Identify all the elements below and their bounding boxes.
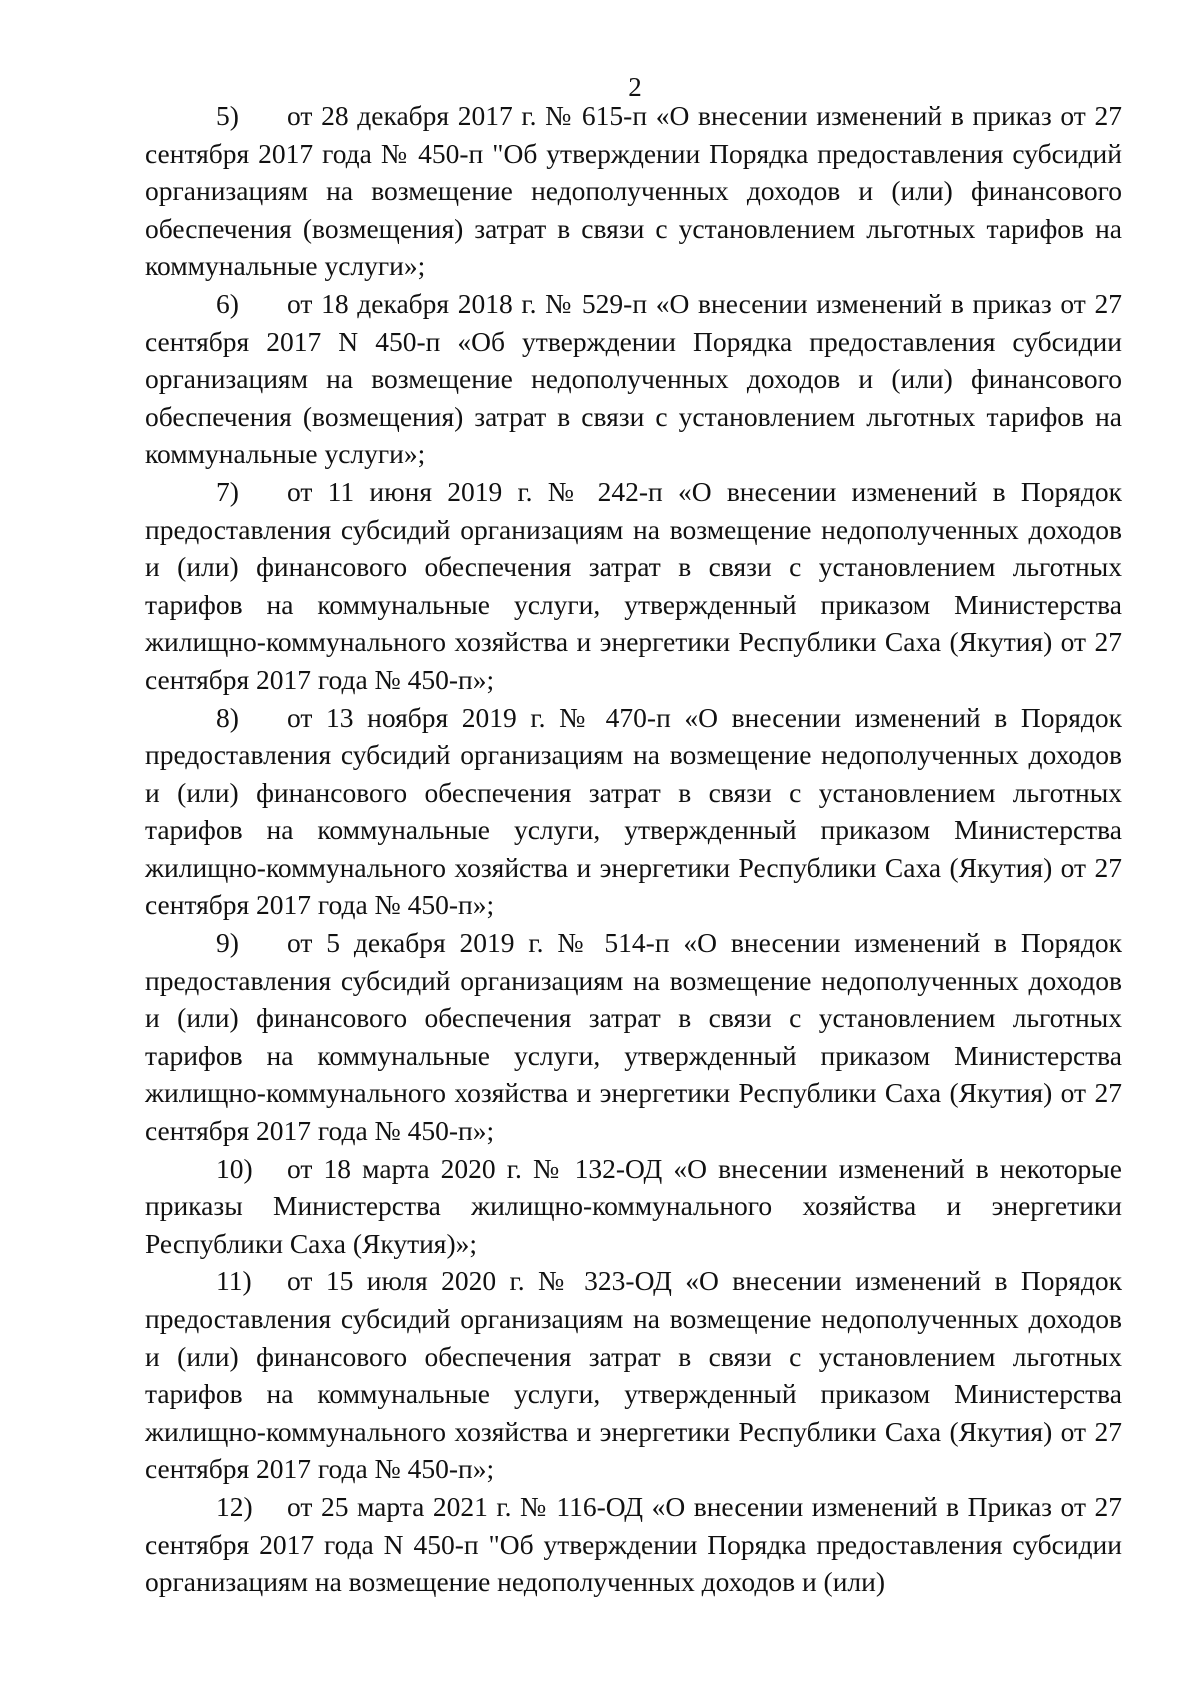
list-item — [145, 1150, 1122, 1263]
list-item — [145, 97, 1122, 285]
list-item-number: 6) — [216, 287, 239, 319]
list-item — [145, 699, 1122, 925]
list-item-text: от 18 декабря 2018 г. № 529-п «О внесении изменений в приказ от 27 сентября 2017 N 450-п «Об утверждении Порядка предоставления субсидии организациям на возмещение недополученных доходов и (или) финансового обеспечения (возмещения) затрат в связи с установлением льготных тарифов на коммунальные услуги»; — [145, 287, 1122, 470]
list-item-text: от 18 марта 2020 г. № 132-ОД «О внесении изменений в некоторые приказы Министерства жилищно-коммунального хозяйства и энергетики Республики Саха (Якутия)»; — [145, 1152, 1122, 1259]
list-item-text: от 25 марта 2021 г. № 116-ОД «О внесении изменений в Приказ от 27 сентября 2017 года N 450-п "Об утверждении Порядка предоставления субсидии организациям на возмещение недополученных доходов и (или) — [145, 1490, 1122, 1598]
list-item-number: 12) — [216, 1490, 253, 1522]
list-item-number: 8) — [216, 701, 239, 733]
page-number: 2 — [628, 72, 642, 102]
list-item-text: от 11 июня 2019 г. № 242-п «О внесении изменений в Порядок предоставления субсидий организациям на возмещение недополученных доходов и (или) финансового обеспечения затрат в связи с установлением льготных тарифов на коммунальные услуги, утвержденный приказом Министерства жилищно-коммунального хозяйства и энергетики Республики Саха (Якутия) от 27 сентября 2017 года № 450-п»; — [145, 475, 1122, 695]
list-item — [145, 1262, 1122, 1488]
list-item — [145, 924, 1122, 1150]
list-item — [145, 285, 1122, 473]
list-item-number: 9) — [216, 927, 239, 959]
list-item-number: 7) — [216, 475, 239, 507]
list-item-number: 11) — [216, 1265, 252, 1297]
list-item-text: от 15 июля 2020 г. № 323-ОД «О внесении изменений в Порядок предоставления субсидий организациям на возмещение недополученных доходов и (или) финансового обеспечения затрат в связи с установлением льготных тарифов на коммунальные услуги, утвержденный приказом Министерства жилищно-коммунального хозяйства и энергетики Республики Саха (Якутия) от 27 сентября 2017 года № 450-п»; — [145, 1265, 1122, 1485]
list-item — [145, 1488, 1122, 1601]
document-body — [145, 97, 1122, 1601]
list-item-number: 5) — [216, 100, 239, 131]
list-item-number: 10) — [216, 1152, 253, 1184]
list-item-text: от 13 ноября 2019 г. № 470-п «О внесении изменений в Порядок предоставления субсидий организациям на возмещение недополученных доходов и (или) финансового обеспечения затрат в связи с установлением льготных тарифов на коммунальные услуги, утвержденный приказом Министерства жилищно-коммунального хозяйства и энергетики Республики Саха (Якутия) от 27 сентября 2017 года № 450-п»; — [145, 701, 1122, 921]
list-item-text: от 28 декабря 2017 г. № 615-п «О внесении изменений в приказ от 27 сентября 2017 года № 450-п "Об утверждении Порядка предоставления субсидий организациям на возмещение недополученных доходов и (или) финансового обеспечения (возмещения) затрат в связи с установлением льготных тарифов на коммунальные услуги»; — [145, 100, 1122, 282]
list-item-text: от 5 декабря 2019 г. № 514-п «О внесении изменений в Порядок предоставления субсидий организациям на возмещение недополученных доходов и (или) финансового обеспечения затрат в связи с установлением льготных тарифов на коммунальные услуги, утвержденный приказом Министерства жилищно-коммунального хозяйства и энергетики Республики Саха (Якутия) от 27 сентября 2017 года № 450-п»; — [145, 927, 1122, 1147]
list-item — [145, 473, 1122, 699]
